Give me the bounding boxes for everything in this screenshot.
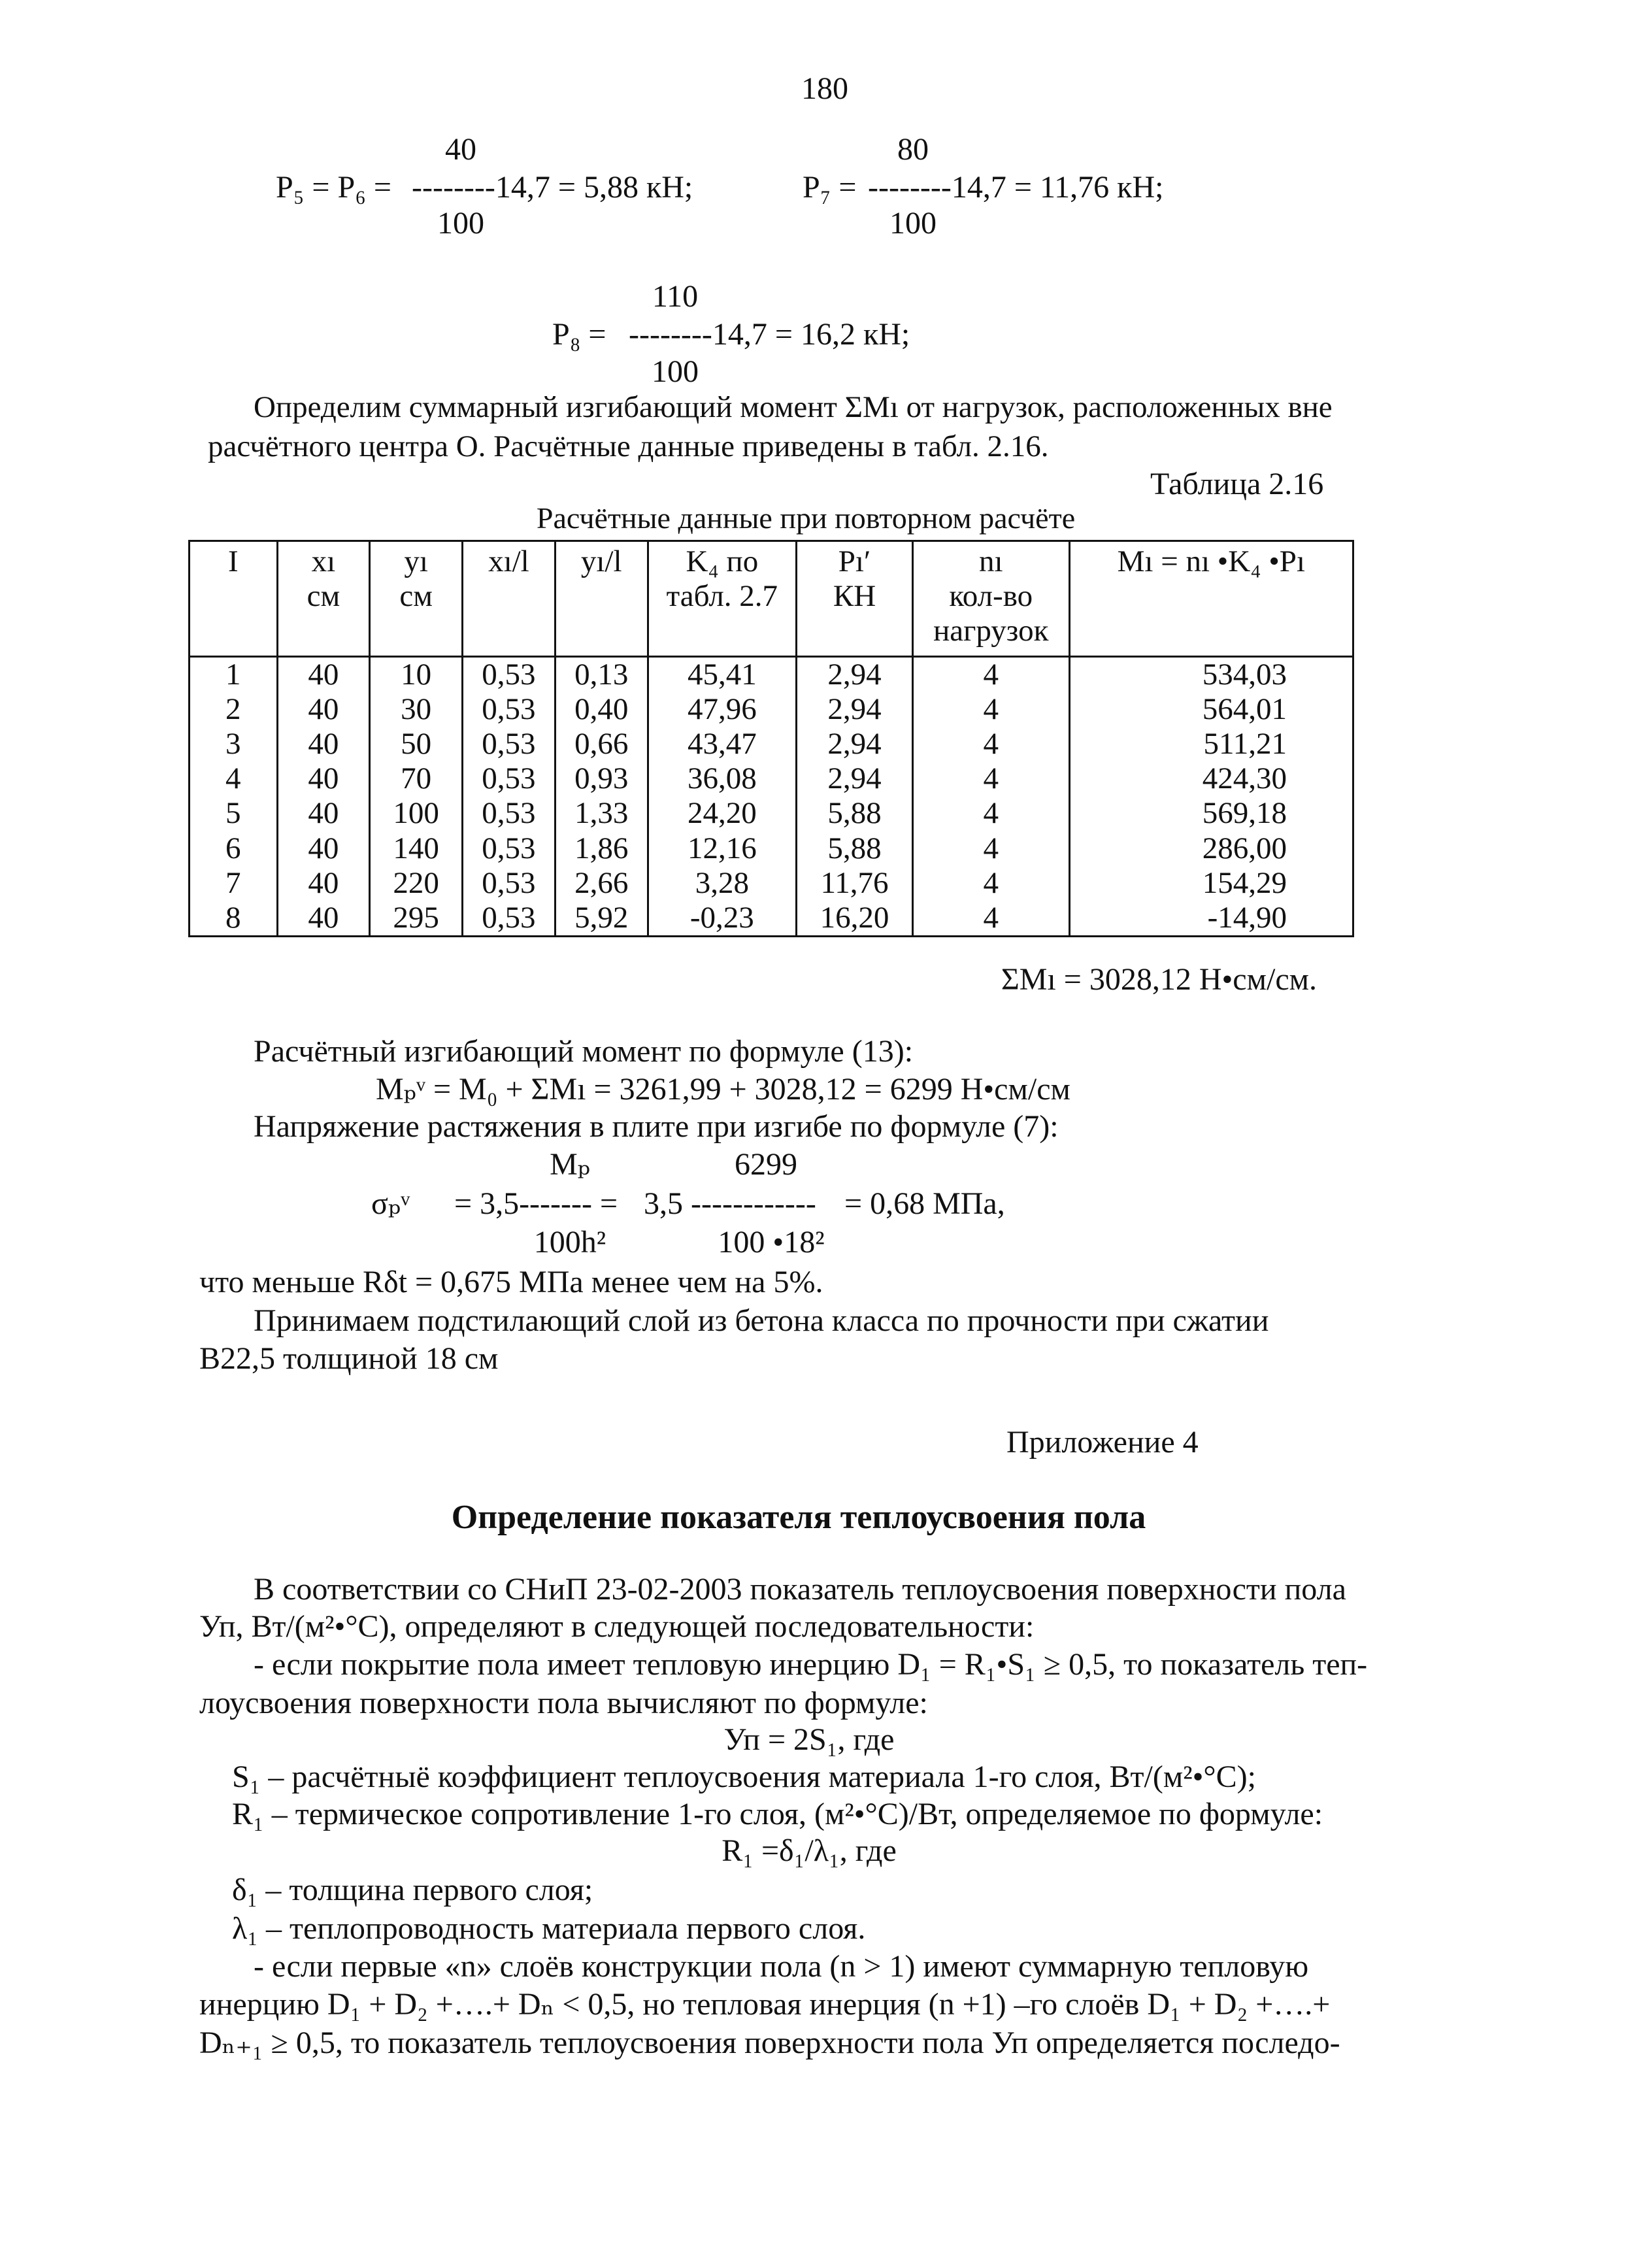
table-header-line: табл. 2.7 [666,579,778,614]
table-cell: 2,66 [555,866,648,901]
table-cell: -0,23 [648,901,797,937]
table-cell: 0,53 [463,901,556,937]
table-cell: 6 [190,831,278,866]
table-cell: 5,92 [555,901,648,937]
intro-line-1: Определим суммарный изгибающий момент ΣMı от нагрузок, расположенных вне [254,390,1333,424]
p56-lhs: P₅ = P₆ = [276,170,391,205]
table-cell: 424,30 [1069,761,1353,796]
table-row [190,831,1353,866]
appendix-p1-line-2: Уп, Вт/(м²•°С), определяют в следующей последовательности: [199,1609,1035,1644]
table-cell: 0,66 [555,727,648,761]
table-cell: 140 [370,831,463,866]
table-cell: 286,00 [1069,831,1353,866]
table-cell: 511,21 [1069,727,1353,761]
table-cell: 12,16 [648,831,797,866]
table-cell: 4 [190,761,278,796]
table-header-line: Pı′ [838,544,871,578]
table-cell: 10 [370,657,463,693]
table-cell: 2,94 [797,692,913,727]
table-cell: 4 [912,796,1069,831]
page-number: 180 [801,71,848,106]
table-cell: 569,18 [1069,796,1353,831]
sigma-mid-2: 3,5 ------------ [644,1186,816,1221]
calc-line-1: Расчётный изгибающий момент по формуле (13): [254,1034,914,1069]
table-cell: 4 [912,866,1069,901]
table-cell: 24,20 [648,796,797,831]
calc-line-5: B22,5 толщиной 18 см [199,1341,499,1376]
table-cell: 40 [277,796,370,831]
sigma-lhs: σₚᵛ [371,1186,410,1221]
appendix-p3-line-3: Dₙ₊₁ ≥ 0,5, то показатель теплоусвоения поверхности пола Уп определяется последо- [199,2026,1340,2060]
table-cell: 40 [277,831,370,866]
table-caption: Расчётные данные при повторном расчёте [536,501,1076,535]
table-row [190,866,1353,901]
table-header-line: Mı = nı •K₄ •Pı [1117,544,1305,578]
calc-line-4: Принимаем подстилающий слой из бетона класса по прочности при сжатии [254,1303,1269,1338]
table-header-row [190,541,1353,657]
s1-definition: S₁ – расчётныё коэффициент теплоусвоения материала 1-го слоя, Вт/(м²•°С); [232,1759,1256,1794]
table-cell: 0,53 [463,831,556,866]
table-cell: 534,03 [1069,657,1353,693]
table-cell: 0,53 [463,727,556,761]
table-cell: 70 [370,761,463,796]
data-table [188,540,1354,937]
table-header-line: nı [978,544,1003,578]
appendix-p3-line-1: - если первые «n» слоёв конструкции пола (n > 1) имеют суммарную тепловую [254,1949,1309,1984]
table-cell: 295 [370,901,463,937]
table-cell: 36,08 [648,761,797,796]
table-header-cell [555,541,648,657]
table-header-line: yı [404,544,428,578]
table-cell: 43,47 [648,727,797,761]
table-cell: 16,20 [797,901,913,937]
appendix-p2-line-1: - если покрытие пола имеет тепловую инерцию D₁ = R₁•S₁ ≥ 0,5, то показатель теп- [254,1647,1368,1682]
table-cell: 40 [277,727,370,761]
appendix-p3-line-2: инерцию D₁ + D₂ +….+ Dₙ < 0,5, но тепловая инерция (n +1) –го слоёв D₁ + D₂ +….+ [199,1987,1331,2022]
table-row [190,761,1353,796]
lambda1-definition: λ₁ – теплопроводность материала первого слоя. [232,1911,866,1946]
table-header-line: K₄ по [686,544,759,578]
table-cell: 40 [277,901,370,937]
table-header-cell [277,541,370,657]
table-cell: 0,53 [463,796,556,831]
table-header-cell [370,541,463,657]
p7-rhs: --------14,7 = 11,76 кН; [868,170,1164,205]
table-cell: 5,88 [797,796,913,831]
intro-line-2: расчётного центра О. Расчётные данные приведены в табл. 2.16. [208,429,1049,463]
table-cell: 40 [277,866,370,901]
table-header-cell [1069,541,1353,657]
table-cell: 100 [370,796,463,831]
table-header-line: xı/l [488,544,529,578]
p7-lhs: P₇ = [803,170,857,205]
sigma-denominator-1: 100h² [533,1225,606,1259]
table-body [190,657,1353,937]
table-cell: 50 [370,727,463,761]
table-cell: 7 [190,866,278,901]
table-cell: 0,93 [555,761,648,796]
mp-formula: Mₚᵛ = M₀ + ΣMı = 3261,99 + 3028,12 = 6299 Н•см/см [376,1072,1070,1107]
table-header-cell [797,541,913,657]
table-cell: 0,53 [463,866,556,901]
table-cell: 47,96 [648,692,797,727]
table-cell: 3 [190,727,278,761]
table-cell: -14,90 [1069,901,1353,937]
r1-definition: R₁ – термическое сопротивление 1-го слоя, (м²•°С)/Вт, определяемое по формуле: [232,1797,1323,1831]
table-header-line: нагрузок [933,614,1049,648]
table-header-line: см [399,579,433,614]
table-cell: 1,86 [555,831,648,866]
table-header-cell [912,541,1069,657]
table-header-line: кол-во [949,579,1033,614]
p56-denominator: 100 [437,206,484,241]
table-cell: 2,94 [797,727,913,761]
p56-rhs: --------14,7 = 5,88 кН; [412,170,693,205]
table-header-cell [648,541,797,657]
sigma-numerator-2: 6299 [735,1147,797,1182]
table-cell: 0,13 [555,657,648,693]
table-row [190,796,1353,831]
table-row [190,901,1353,937]
table-cell: 4 [912,831,1069,866]
table-header-line: I [227,544,239,578]
formula-r1: R₁ =δ₁/λ₁, где [722,1833,897,1868]
table-cell: 154,29 [1069,866,1353,901]
table-cell: 0,53 [463,692,556,727]
sigma-numerator-1: Mₚ [550,1147,590,1182]
table-row [190,727,1353,761]
appendix-p1-line-1: В соответствии со СНиП 23-02-2003 показатель теплоусвоения поверхности пола [254,1572,1346,1607]
p7-numerator: 80 [897,132,929,167]
table-header-line: см [307,579,340,614]
table-cell: 40 [277,761,370,796]
calc-line-3: что меньше Rδt = 0,675 МПа менее чем на 5%. [199,1265,823,1299]
table-cell: 2 [190,692,278,727]
table-cell: 4 [912,657,1069,693]
appendix-label: Приложение 4 [1006,1425,1199,1459]
table-cell: 0,40 [555,692,648,727]
table-cell: 2,94 [797,657,913,693]
table-header-line: yı/l [580,544,622,578]
table-cell: 1 [190,657,278,693]
table-cell: 30 [370,692,463,727]
table-cell: 4 [912,692,1069,727]
table-cell: 4 [912,901,1069,937]
table-cell: 40 [277,692,370,727]
sigma-result: = 0,68 МПа, [844,1186,1005,1221]
table-cell: 0,53 [463,761,556,796]
table-cell: 5 [190,796,278,831]
table-cell: 5,88 [797,831,913,866]
table-header-line: КН [833,579,876,614]
appendix-title: Определение показателя теплоусвоения пола [451,1499,1146,1536]
appendix-p2-line-2: лоусвоения поверхности пола вычисляют по формуле: [199,1686,928,1720]
table-cell: 4 [912,727,1069,761]
table-cell: 8 [190,901,278,937]
table-sum: ΣMı = 3028,12 Н•см/см. [1001,962,1317,997]
table-cell: 45,41 [648,657,797,693]
p8-numerator: 110 [652,279,699,314]
formula-yp: Уп = 2S₁, где [723,1722,895,1757]
table-cell: 11,76 [797,866,913,901]
table-header-line: xı [311,544,336,578]
p8-rhs: --------14,7 = 16,2 кН; [629,317,910,352]
table-header-cell [463,541,556,657]
table-cell: 40 [277,657,370,693]
table-cell: 4 [912,761,1069,796]
calc-line-2: Напряжение растяжения в плите при изгибе по формуле (7): [254,1109,1059,1144]
table-cell: 564,01 [1069,692,1353,727]
p8-lhs: P₈ = [552,317,606,352]
table-row [190,692,1353,727]
table-label: Таблица 2.16 [1150,467,1324,501]
delta1-definition: δ₁ – толщина первого слоя; [232,1873,593,1907]
sigma-denominator-2: 100 •18² [718,1225,825,1259]
table-row [190,657,1353,693]
sigma-mid-1: = 3,5------- = [454,1186,618,1221]
table-header-cell [190,541,278,657]
table-cell: 220 [370,866,463,901]
table-cell: 2,94 [797,761,913,796]
p56-numerator: 40 [445,132,476,167]
table-cell: 0,53 [463,657,556,693]
p7-denominator: 100 [889,206,937,241]
table-cell: 3,28 [648,866,797,901]
p8-denominator: 100 [652,354,699,389]
table-cell: 1,33 [555,796,648,831]
